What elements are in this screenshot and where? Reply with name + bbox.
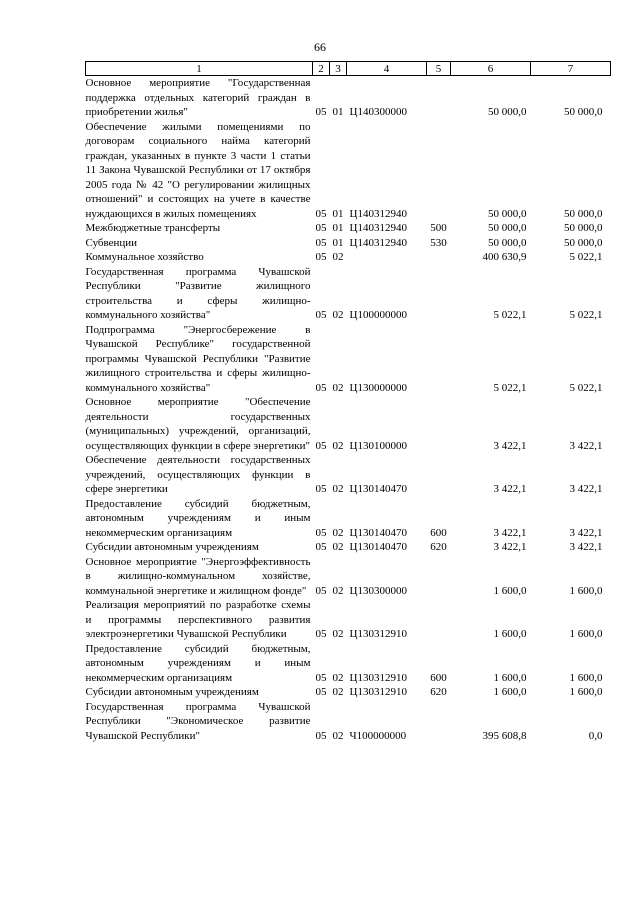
row-subsection: 02 (332, 251, 344, 263)
row-section: 05 (315, 381, 327, 394)
row-target-article: Ц130000000 (349, 381, 407, 394)
row-amount-year-1: 3 422,1 (493, 541, 527, 553)
table-row (86, 120, 611, 222)
row-name: Государственная программа Чувашской Республики "Экономическое развитие Чувашской Республики" (85, 700, 311, 742)
table-row (86, 265, 611, 323)
table-row (86, 700, 611, 744)
budget-table (85, 61, 611, 743)
row-amount-year-2: 50 000,0 (564, 236, 603, 249)
row-target-article: Ц140312940 (349, 222, 407, 234)
row-name: Обеспечение жилыми помещениями по договорам социального найма категорий граждан, указанных в пункте 3 части 1 статьи 11 Закона Чувашской Республики от 17 октября 2005 года № 42 "О регулировании жилищных отношений" и состоящих на учете в качестве нуждающихся в жилых помещениях (85, 120, 311, 220)
row-subsection: 02 (332, 526, 344, 539)
row-section: 05 (315, 584, 327, 597)
table-row (86, 598, 611, 642)
row-amount-year-2: 50 000,0 (564, 222, 603, 234)
row-name: Основное мероприятие "Обеспечение деятельности государственных (муниципальных) учреждений, организаций, осуществляющих функции в сфере энергетики" (85, 396, 311, 452)
row-amount-year-1: 50 000,0 (488, 236, 527, 249)
table-row (86, 395, 611, 453)
column-number-header (86, 62, 611, 76)
page-number: 66 (314, 40, 326, 54)
row-amount-year-2: 3 422,1 (569, 541, 603, 553)
row-subsection: 02 (332, 439, 344, 452)
row-name: Субвенции (85, 236, 138, 249)
row-amount-year-1: 3 422,1 (493, 526, 527, 539)
row-name: Основное мероприятие "Государственная поддержка отдельных категорий граждан в приобретении жилья" (85, 77, 311, 118)
row-name: Подпрограмма "Энергосбережение в Чувашской Республике" государственной программы Чувашской Республики "Развитие жилищного строительства и сферы жилищно-коммунального хозяйства" (85, 323, 311, 394)
row-target-article: Ц130140470 (349, 526, 407, 539)
table-row (86, 497, 611, 541)
row-expense-type (427, 598, 451, 642)
row-expense-type: 600 (430, 526, 447, 539)
row-target-article (347, 250, 427, 265)
row-subsection: 02 (332, 381, 344, 394)
table-row (86, 250, 611, 265)
row-subsection: 01 (332, 222, 344, 234)
row-amount-year-2: 1 600,0 (569, 671, 603, 684)
row-name: Основное мероприятие "Энергоэффективность в жилищно-коммунальном хозяйстве, коммунальной энергетике и жилищном фонде" (85, 555, 311, 597)
table-row (86, 685, 611, 700)
row-amount-year-2: 3 422,1 (569, 526, 603, 539)
row-name: Предоставление субсидий бюджетным, автономным учреждениям и иным некоммерческим организациям (85, 497, 311, 539)
table-row (86, 76, 611, 120)
column-header-6: 6 (451, 62, 531, 76)
row-target-article: Ц130140470 (349, 483, 407, 495)
row-section: 05 (315, 106, 327, 118)
row-expense-type: 600 (430, 671, 447, 684)
row-expense-type (427, 250, 451, 265)
row-target-article: Ц140312940 (349, 236, 407, 249)
row-expense-type (427, 700, 451, 744)
column-header-7: 7 (531, 62, 611, 76)
row-target-article: Ч100000000 (349, 729, 407, 742)
row-amount-year-1: 1 600,0 (493, 628, 527, 640)
row-expense-type (427, 323, 451, 396)
row-subsection: 02 (332, 729, 344, 742)
row-section: 05 (315, 686, 327, 698)
row-amount-year-2: 50 000,0 (564, 207, 603, 220)
table-row (86, 221, 611, 236)
row-amount-year-1: 5 022,1 (493, 381, 527, 394)
row-amount-year-1: 3 422,1 (493, 483, 527, 495)
row-amount-year-1: 1 600,0 (493, 686, 527, 698)
row-section: 05 (315, 251, 327, 263)
table-row (86, 453, 611, 497)
row-section: 05 (315, 222, 327, 234)
row-section: 05 (315, 309, 327, 321)
row-target-article: Ц130312910 (349, 628, 407, 640)
row-amount-year-2: 3 422,1 (569, 439, 603, 452)
table-row (86, 642, 611, 686)
row-expense-type (427, 120, 451, 222)
row-amount-year-2: 1 600,0 (569, 584, 603, 597)
row-expense-type: 530 (430, 236, 447, 249)
column-header-1: 1 (86, 62, 313, 76)
row-amount-year-2: 5 022,1 (569, 381, 603, 394)
row-section: 05 (315, 207, 327, 220)
row-name: Предоставление субсидий бюджетным, автономным учреждениям и иным некоммерческим организациям (85, 642, 311, 684)
row-target-article: Ц130312910 (349, 671, 407, 684)
row-target-article: Ц130300000 (349, 584, 407, 597)
row-amount-year-1: 50 000,0 (488, 106, 527, 118)
row-amount-year-2: 5 022,1 (569, 251, 603, 263)
row-subsection: 01 (332, 236, 344, 249)
row-amount-year-2: 50 000,0 (564, 106, 603, 118)
row-target-article: Ц130100000 (349, 439, 407, 452)
column-header-5: 5 (427, 62, 451, 76)
column-header-2: 2 (313, 62, 330, 76)
row-amount-year-1: 400 630,9 (482, 251, 527, 263)
row-target-article: Ц140312940 (349, 207, 407, 220)
row-amount-year-2: 1 600,0 (569, 628, 603, 640)
row-subsection: 02 (332, 671, 344, 684)
row-name: Государственная программа Чувашской Республики "Развитие жилищного строительства и сферы жилищно-коммунального хозяйства" (85, 265, 311, 321)
row-amount-year-1: 1 600,0 (493, 671, 527, 684)
row-amount-year-2: 0,0 (588, 729, 603, 742)
row-section: 05 (315, 671, 327, 684)
table-row (86, 323, 611, 396)
row-expense-type: 500 (430, 222, 447, 234)
row-expense-type (427, 395, 451, 453)
row-name: Субсидии автономным учреждениям (85, 686, 259, 698)
row-subsection: 02 (332, 483, 344, 495)
row-section: 05 (315, 483, 327, 495)
row-amount-year-2: 3 422,1 (569, 483, 603, 495)
row-section: 05 (315, 526, 327, 539)
row-subsection: 02 (332, 541, 344, 553)
table-row (86, 236, 611, 251)
row-section: 05 (315, 236, 327, 249)
row-name: Обеспечение деятельности государственных учреждений, осуществляющих функции в сфере энергетики (85, 454, 311, 495)
row-expense-type: 620 (430, 541, 447, 553)
row-amount-year-2: 1 600,0 (569, 686, 603, 698)
row-subsection: 02 (332, 309, 344, 321)
row-expense-type: 620 (430, 686, 447, 698)
row-target-article: Ц130312910 (349, 686, 407, 698)
row-subsection: 01 (332, 207, 344, 220)
row-expense-type (427, 453, 451, 497)
row-name: Межбюджетные трансферты (85, 222, 221, 234)
row-subsection: 02 (332, 584, 344, 597)
row-section: 05 (315, 628, 327, 640)
column-header-4: 4 (347, 62, 427, 76)
row-target-article: Ц140300000 (349, 106, 407, 118)
row-amount-year-1: 1 600,0 (493, 584, 527, 597)
table-row (86, 540, 611, 555)
row-expense-type (427, 76, 451, 120)
row-subsection: 02 (332, 686, 344, 698)
row-target-article: Ц130140470 (349, 541, 407, 553)
table-row (86, 555, 611, 599)
row-section: 05 (315, 439, 327, 452)
row-amount-year-1: 50 000,0 (488, 207, 527, 220)
table-body (86, 76, 611, 744)
row-target-article: Ц100000000 (349, 309, 407, 321)
column-header-3: 3 (330, 62, 347, 76)
row-name: Субсидии автономным учреждениям (85, 541, 259, 553)
row-amount-year-1: 3 422,1 (493, 439, 527, 452)
row-amount-year-1: 395 608,8 (482, 729, 527, 742)
row-section: 05 (315, 729, 327, 742)
row-expense-type (427, 555, 451, 599)
row-section: 05 (315, 541, 327, 553)
row-name: Реализация мероприятий по разработке схемы и программы перспективного развития электроэнергетики Чувашской Республики (85, 599, 311, 640)
row-subsection: 01 (332, 106, 344, 118)
row-name: Коммунальное хозяйство (85, 251, 204, 263)
row-subsection: 02 (332, 628, 344, 640)
row-amount-year-1: 50 000,0 (488, 222, 527, 234)
row-amount-year-2: 5 022,1 (569, 309, 603, 321)
row-expense-type (427, 265, 451, 323)
row-amount-year-1: 5 022,1 (493, 309, 527, 321)
